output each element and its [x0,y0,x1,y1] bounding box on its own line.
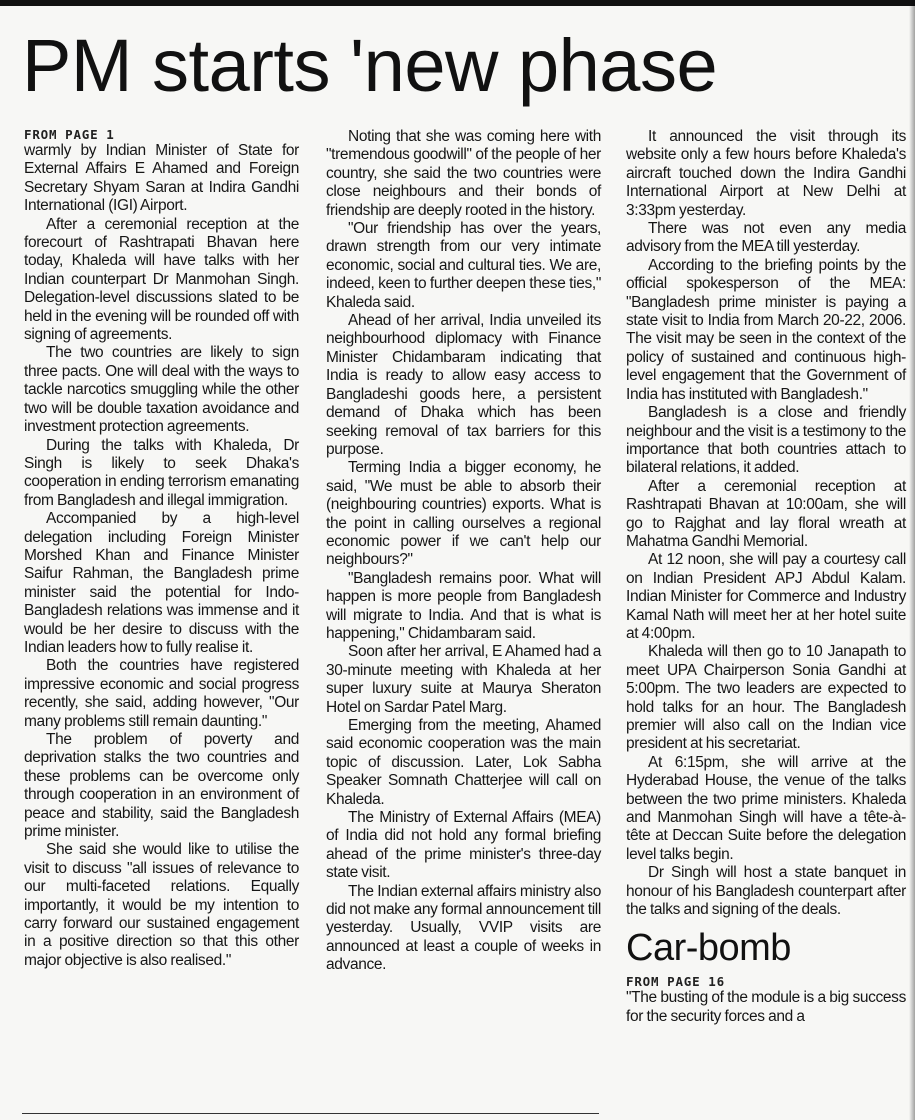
article-paragraph: It announced the visit through its website only a few hours before Khaleda's aircraft touched down the Indira Gandhi International Airport at New Delhi at 3:33pm yesterday. [626,128,906,219]
article-paragraph: Khaleda will then go to 10 Janapath to meet UPA Chairperson Sonia Gandhi at 5:00pm. The two leaders are expected to hold talks for an hour. The Bangladesh premier will also call on the Indian vice president at his secretariat. [626,643,906,753]
article-paragraph: Soon after her arrival, E Ahamed had a 30-minute meeting with Khaleda at her super luxury suite at Maurya Sheraton Hotel on Sardar Patel Marg. [326,643,601,716]
article-paragraph: After a ceremonial reception at Rashtrapati Bhavan at 10:00am, she will go to Rajghat and lay floral wreath at Mahatma Gandhi Memorial. [626,477,906,550]
article-paragraph: "Bangladesh remains poor. What will happen is more people from Bangladesh will migrate to India. And that is what is happening," Chidambaram said. [326,569,601,642]
column-1 [24,128,299,970]
article-paragraph: Both the countries have registered impressive economic and social progress recently, she said, adding however, "Our many problems still remain daunting." [24,657,299,730]
column-3 [626,128,906,1026]
article-paragraph: Dr Singh will host a state banquet in honour of his Bangladesh counterpart after the talks and signing of the deals. [626,864,906,919]
article-paragraph: The problem of poverty and deprivation stalks the two countries and these problems can be overcome only through cooperation in an environment of peace and stability, said the Bangladesh prime minister. [24,731,299,841]
article-paragraph: Noting that she was coming here with "tremendous goodwill" of the people of her country, she said the two countries were close neighbours and their bonds of friendship are deeply rooted in the history. [326,128,601,219]
article-paragraph: At 6:15pm, she will arrive at the Hyderabad House, the venue of the talks between the two prime ministers. Khaleda and Manmohan Singh will have a tête-à-tête at Deccan Suite before the delegation level talks begin. [626,753,906,863]
article-paragraph: The Ministry of External Affairs (MEA) of India did not hold any formal briefing ahead of the prime minister's three-day state visit. [326,809,601,882]
article-paragraph: Accompanied by a high-level delegation including Foreign Minister Morshed Khan and Finance Minister Saifur Rahman, the Bangladesh prime minister said the potential for Indo-Bangladesh relations was immense and it would be her desire to discuss with the Indian leaders how to fully realise it. [24,510,299,656]
article-paragraph: warmly by Indian Minister of State for External Affairs E Ahamed and Foreign Secretary Shyam Saran at Indira Gandhi International (IGI) Airport. [24,142,299,215]
top-rule [0,0,915,6]
second-article-headline: Car-bomb [626,927,791,970]
article-paragraph: "Our friendship has over the years, drawn strength from our very intimate economic, social and cultural ties. We are, indeed, keen to further deepen these ties," Khaleda said. [326,220,601,311]
second-article-paragraph: "The busting of the module is a big success for the security forces and a [626,989,906,1025]
article-paragraph: Ahead of her arrival, India unveiled its neighbourhood diplomacy with Finance Minister Chidambaram indicating that India is ready to allow easy access to Bangladeshi goods here, a persistent demand of Dhaka which has been seeking removal of tax barriers for this purpose. [326,312,601,458]
article-paragraph: During the talks with Khaleda, Dr Singh is likely to seek Dhaka's cooperation in ending terrorism emanating from Bangladesh and illegal immigration. [24,436,299,509]
article-paragraph: The Indian external affairs ministry also did not make any formal announcement till yesterday. Usually, VVIP visits are announced at least a couple of weeks in advance. [326,882,601,974]
continued-from-kicker: FROM PAGE 1 [24,127,115,142]
second-article-kicker: FROM PAGE 16 [626,974,725,990]
article-paragraph: After a ceremonial reception at the forecourt of Rashtrapati Bhavan here today, Khaleda will have talks with her Indian counterpart Dr Manmohan Singh. Delegation-level discussions slated to be held in the evening will be rounded off with signing of agreements. [24,215,299,344]
page-edge-shadow [909,0,915,1120]
article-headline: PM starts 'new phase [22,24,718,107]
article-paragraph: At 12 noon, she will pay a courtesy call on Indian President APJ Abdul Kalam. Indian Minister for Commerce and Industry Kamal Nath will meet her at her hotel suite at 4:00pm. [626,551,906,642]
bottom-rule [22,1113,599,1114]
article-paragraph: There was not even any media advisory from the MEA till yesterday. [626,220,906,256]
article-paragraph: The two countries are likely to sign three pacts. One will deal with the ways to tackle narcotics smuggling while the other two will be double taxation avoidance and investment protection agreements. [24,344,299,436]
column-2 [326,128,601,975]
article-paragraph: Terming India a bigger economy, he said, "We must be able to absorb their (neighbouring countries) exports. What is the point in calling ourselves a regional economic power if we can't help our neighbours?" [326,459,601,569]
article-paragraph: Emerging from the meeting, Ahamed said economic cooperation was the main topic of discussion. Later, Lok Sabha Speaker Somnath Chatterjee will call on Khaleda. [326,717,601,808]
article-paragraph: Bangladesh is a close and friendly neighbour and the visit is a testimony to the importance that both countries attach to bilateral relations, it added. [626,404,906,477]
article-paragraph: According to the briefing points by the official spokesperson of the MEA: "Bangladesh prime minister is paying a state visit to India from March 20-22, 2006. The visit may be seen in the context of the policy of sustained and continuous high-level engagement that the Government of India has instituted with Bangladesh." [626,256,906,403]
article-paragraph: She said she would like to utilise the visit to discuss "all issues of relevance to our multi-faceted relations. Equally importantly, it would be my intention to carry forward our sustained engagement in a positive direction so that this other major objective is also realised." [24,841,299,969]
